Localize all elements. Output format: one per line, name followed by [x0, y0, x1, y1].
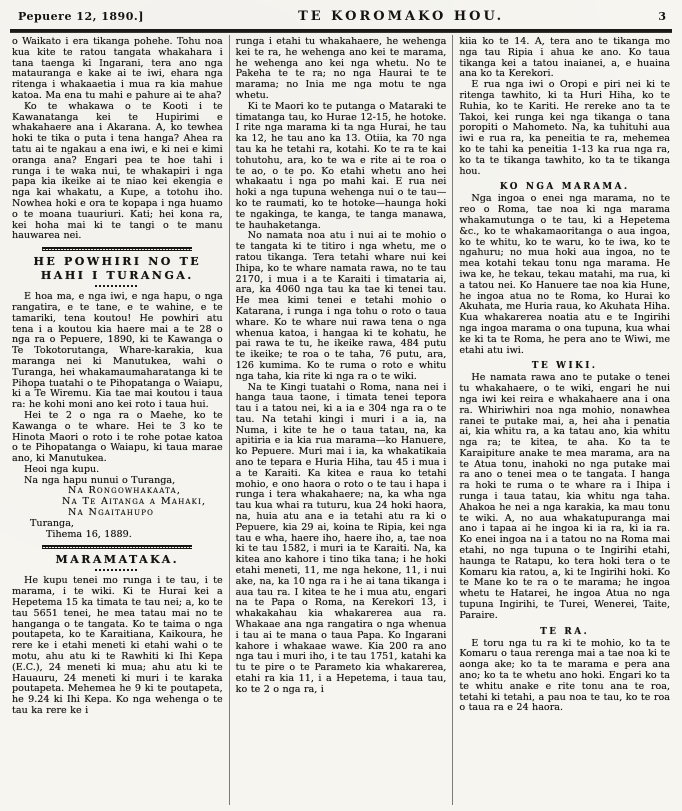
- signature-date: Tihema 16, 1889.: [46, 528, 132, 540]
- paragraph: E hoa ma, e nga iwi, e nga hapu, o nga rangatira, e te tane, e te wahine, e te tamariki, tena koutou! He powhiri atu tena i a koutou kia haere mai a te 28 o nga ra o Pepuere, 1890, ki te Kawanga o Te Tokotorutanga, Whare-karakia, kua maranga nei ki Manutukea, wahi o Turanga, hei whakamaumaharatanga ki te Pihopa tuatahi o te Pihopatanga o Waiapu, ki a Te Wiremu. Kia tae mai koutou i taua ra: he kohi moni ano kei roto i taua hui.: [12, 291, 223, 411]
- section-separator-ornament: [42, 247, 192, 251]
- paragraph: Hei te 2 o nga ra o Maehe, ko te Kawanga o te whare. Hei te 3 ko te Hinota Maori o roto i te rohe potae katoa o te Pihopatanga o Waiapu, ki taua marae ano, ki Manutukea.: [12, 409, 223, 465]
- paragraph: Ki te Maori ko te putanga o Mataraki te timatanga tau, ko Hurae 12-15, he hotoke. I rite nga marama ki ta nga Hurai, he tau ka 12, he tau ano ka 13. Otiia, ka 70 nga tau ka he tetahi ra, kotahi. Ko te ra te kai tohutohu, ara, ko te wa e rite ai te roa o te ao, o te po. Ko etahi whetu ano hei whakaatu i nga po mahi kai. E rua nei hoki a nga tupuna wehenga nui o te tau—ko te raumati, ko te hotoke—haunga hoki te ngakinga, te kanga, te tanga manawa, te hauhaketanga.: [235, 100, 447, 231]
- section-separator-ornament: [42, 545, 192, 549]
- sub-heading-te-ra: TE RA.: [540, 626, 590, 637]
- paragraph: Na te Kingi tuatahi o Roma, nana nei i hanga taua taone, i timata tenei tepora tau i a tatou nei, ki a ia e 304 nga ra o te tau. Na tetahi kingi i muri i a ia, na Numa, i kite te he o taua tatau, na, ka apitiria e ia kia rua marama—ko Hanuere, ko Pepuere. Muri mai i ia, ka whakatikaia ano te tepara e Huria Hiha, tau 45 i mua i a te Karaiti. Ka kitea e raua ko tetahi mohio, e ono haora o roto o te tau i hapa i runga i tera whakahaere; na, ka wha nga tau kua whai ra tuturu, kua 24 hoki haora, na, huia atu ana e ia tetahi atu ra ki o Pepuere, kia 29 ai, koina te Ripia, kei nga tau e wha, haere iho, haere iho, a, tae noa ki te tau 1582, i muri ia te Karaiti. Na, ka kitea ano kahore i tino tika tana; i he hoki etahi meneti, 11, me nga hekone, 11, i nui ake, na, ka 10 nga ra i he ai tana tikanga i aua tau ra. I kitea te he i mua atu, engari na te Papa o Roma, na Kerekori 13, i whakakahau kia whakarerea aua ra. Whakaae ana nga rangatira o nga whenua i tau ai te mana o taua Papa. Ko Ingarani kahore i whakaae wawe. Kia 200 ra ano nga tau i muri iho, i te tau 1751, katahi ka tu te pire o te Parameto kia whakarerea, etahi ra kia 11, i a Hepetema, i taua tau, ko te 2 o nga ra, i: [235, 381, 447, 695]
- article-heading-maramataka: MARAMATAKA.: [55, 553, 180, 567]
- paragraph: o Waikato i era tikanga pohehe. Tohu noa kua kite te ratou tangata whakahara i tana taenga ki Ingarani, tera ano nga matauranga e kake ai te iwi, ehara nga ritenga i whakaaetia i mua ra kia mahue katoa. Ma ena tu mahi e pahure ai te aha?: [12, 36, 223, 101]
- paragraph: kiia ko te 14. A, tera ano te tikanga mo nga tau Ripia i ahua ke ano. Ko taua tikanga kei a tatou inaianei, a, e huaina ana ko ta Kerekori.: [459, 36, 671, 80]
- running-head: [6, 6, 676, 28]
- signature-ngaitahupo: Na Ngaitahupo: [68, 507, 155, 519]
- paragraph: runga i etahi tu whakahaere, he wehenga kei te ra, he wehenga ano kei te marama, he wehenga ano kei nga whetu. No te Pakeha te te ra; no nga Haurai te te marama; no Inia me nga motu te nga whetu.: [235, 36, 447, 101]
- paragraph: Nga ingoa o enei nga marama, no te reo o Roma, tae noa ki nga marama whakamutunga o te tau, ki a Hepetema &c., ko te whakamaoritanga o aua ingoa, ko te whitu, ko te waru, ko te iwa, ko te ngahuru; no mua hoki aua ingoa, no te mea kotahi tekau tonu nga marama. He iwa ke, he tekau, tekau matahi, ma rua, ki a tatou nei. Ko Hanuere tae noa kia Hune, he ingoa atua no te Roma, ko Hurai ko Akuhata, me Huria raua, ko Akuhata Hiha. Kua whakarerea noatia atu e te Ingirihi nga ingoa marama o ona tupuna, kua whai ke ki ta te Roma, he pera ano te Wiwi, me etahi atu iwi.: [459, 193, 671, 356]
- page-number: 3: [658, 10, 666, 23]
- sub-heading-te-wiki: TE WIKI.: [531, 361, 598, 372]
- header-rule: [10, 29, 672, 33]
- issue-date: Pepuere 12, 1890.]: [18, 10, 144, 23]
- signature-place: Turanga,: [30, 517, 74, 529]
- paragraph: E toru nga tu ra ki te mohio, ko ta te Komaru o taua rerenga mai a tae noa ki te aonga ake; ko ta te marama e pera ana ano; ko ta te whetu ano hoki. Engari ko ta te whitu anake e rite tonu ana te roa, tetahi ki tetahi, a pau noa te tau, ko te roa o taua ra e 24 haora.: [459, 637, 671, 714]
- paragraph: No namata noa atu i nui ai te mohio o te tangata ki te titiro i nga whetu, me o ratou tikanga. Tera tetahi whare nui kei Ihipa, ko te whare namata rawa, no te tau 2170, i mua i a te Karaiti i timataria ai, ara, ka 4060 nga tau ka tae ki tenei tau. He mea kimi tenei e tetahi mohio o Katarana, i runga i nga tohu o roto o taua whare. Ko te whare nui rawa tena o nga whenua katoa, i hangaa ki te kohatu, he pai rawa te tu, he ikeike rawa, 484 putu te ikeike; te roa o te taha, 76 putu, ara, 126 kumima. Ko te ruma o roto e whitu nga taha, kia rite ki nga ra o te wiki.: [235, 230, 447, 382]
- paragraph: He kupu tenei mo runga i te tau, i te marama, i te wiki. Ki te Hurai kei a Hepetema 15 ka timata te tau nei; a, ko te tau 5651 tenei, he mea tatau mai no te hanganga o te tangata. Ko te taima o nga poutapeta, ko te Karaitiana, Kaikoura, he rere ke i etahi meneti ki etahi wahi o te motu, ahu atu ki te Rawhiti ki Ihi Kepa (E.C.), 24 meneti ki mua; ahu atu ki te Hauauru, 24 meneti ki muri i te karaka poutapeta. Mehemea he 9 ki te poutapeta, he 9.24 ki Ihi Kepa. Ko nga wehenga o te tau ka rere ke i: [12, 575, 223, 717]
- article-heading-powhiri: HE POWHIRI NO TE HAHI I TURANGA.: [33, 255, 202, 283]
- paragraph: Ko te whakawa o te Kooti i te Kawanatanga kei te Hupirimi e whakahaere ana i Akarana. A, ko tewhea hoki te tika o puta i tena hanga? Ahea ra tatu ai te ngakau a ena iwi, e ki nei e kimi oranga ana? Engari pea te hoe tahi i runga i te waka nui, te whakapiri i nga papa kia ikeike ai te niao kei ekengia e nga kai whakatu, a Kupe, a totohu iho. Nowhea hoki e ora te kopapa i nga huamo o te moana tuauriuri. Kati; hei kona ra, kei hoha mai ki te tangi o te manu hauwarea nei.: [12, 100, 223, 242]
- sub-heading-ko-nga-marama: KO NGA MARAMA.: [499, 182, 630, 193]
- paragraph: He namata rawa ano te putake o tenei tu whakahaere, o te wiki, engari he nui nga iwi kei reira e whakahaere ana i ona ra. Whiriwhiri noa nga mohio, nonawhea ranei te putake mai, a, hei aha i penatia ai, kia whitu ra, a ka tatau ano, kia whitu nga ra; te kitea, te aha. Ko ta te Karaipiture anake te mea marama, ara na te Atua tonu, inahoki no nga putake mai ra ano o tenei mea o te tangata. I hanga ra hoki te ruma o te whare ra i Ihipa i runga i taua tatau, kia whitu nga taha. Ahakoa he nei a nga karakia, ka mau tonu te wiki. A, no aua whakatupuranga mai ano i tapaa ai he ingoa ki ia ra, ki ia ra. Ko enei ingoa na i a tatou no na Roma mai etahi, no nga tupuna o te Ingirihi etahi, haunga te Ratapu, ko tera hoki tera o te Komaru kia ratou, a, ki te Ingirihi hoki. Ko te Mane ko te ra o te marama; he ingoa whetu te Hatarei, he ingoa Atua no nga tupuna Ingirihi, te Turei, Wenerei, Taite, Paraire.: [459, 372, 671, 621]
- heading-rule: [95, 569, 139, 571]
- column-1: [6, 35, 230, 805]
- column-2: [230, 35, 454, 805]
- attribution-line: Na nga hapu nunui o Turanga,: [24, 474, 176, 486]
- text-columns: [6, 35, 676, 805]
- signature-te-aitanga-a-mahaki: Na Te Aitanga a Mahaki,: [62, 496, 207, 508]
- closing-line: Heoi nga kupu.: [24, 463, 100, 475]
- column-3: [453, 35, 676, 805]
- paragraph: E rua nga iwi o Oropi e piri nei ki te ritenga tawhito, ki ta Huri Hiha, ko te Ruhia, ko te Kariti. He rereke ano ta te Takoi, kei runga kei nga tikanga o tana poropiti o Mahometo. Na, ka tuhituhi aua iwi e rua ra, ka peneitia te ra, mehemea ko te tahi ka peneitia 1-13 ka rua nga ra, ko ta te tikanga tawhito, ko ta te tikanga hou.: [459, 79, 671, 177]
- masthead-title: TE KOROMAKO HOU.: [298, 9, 505, 24]
- heading-rule: [95, 285, 139, 287]
- signature-rongowhakaata: Na Rongowhakaata,: [68, 485, 182, 497]
